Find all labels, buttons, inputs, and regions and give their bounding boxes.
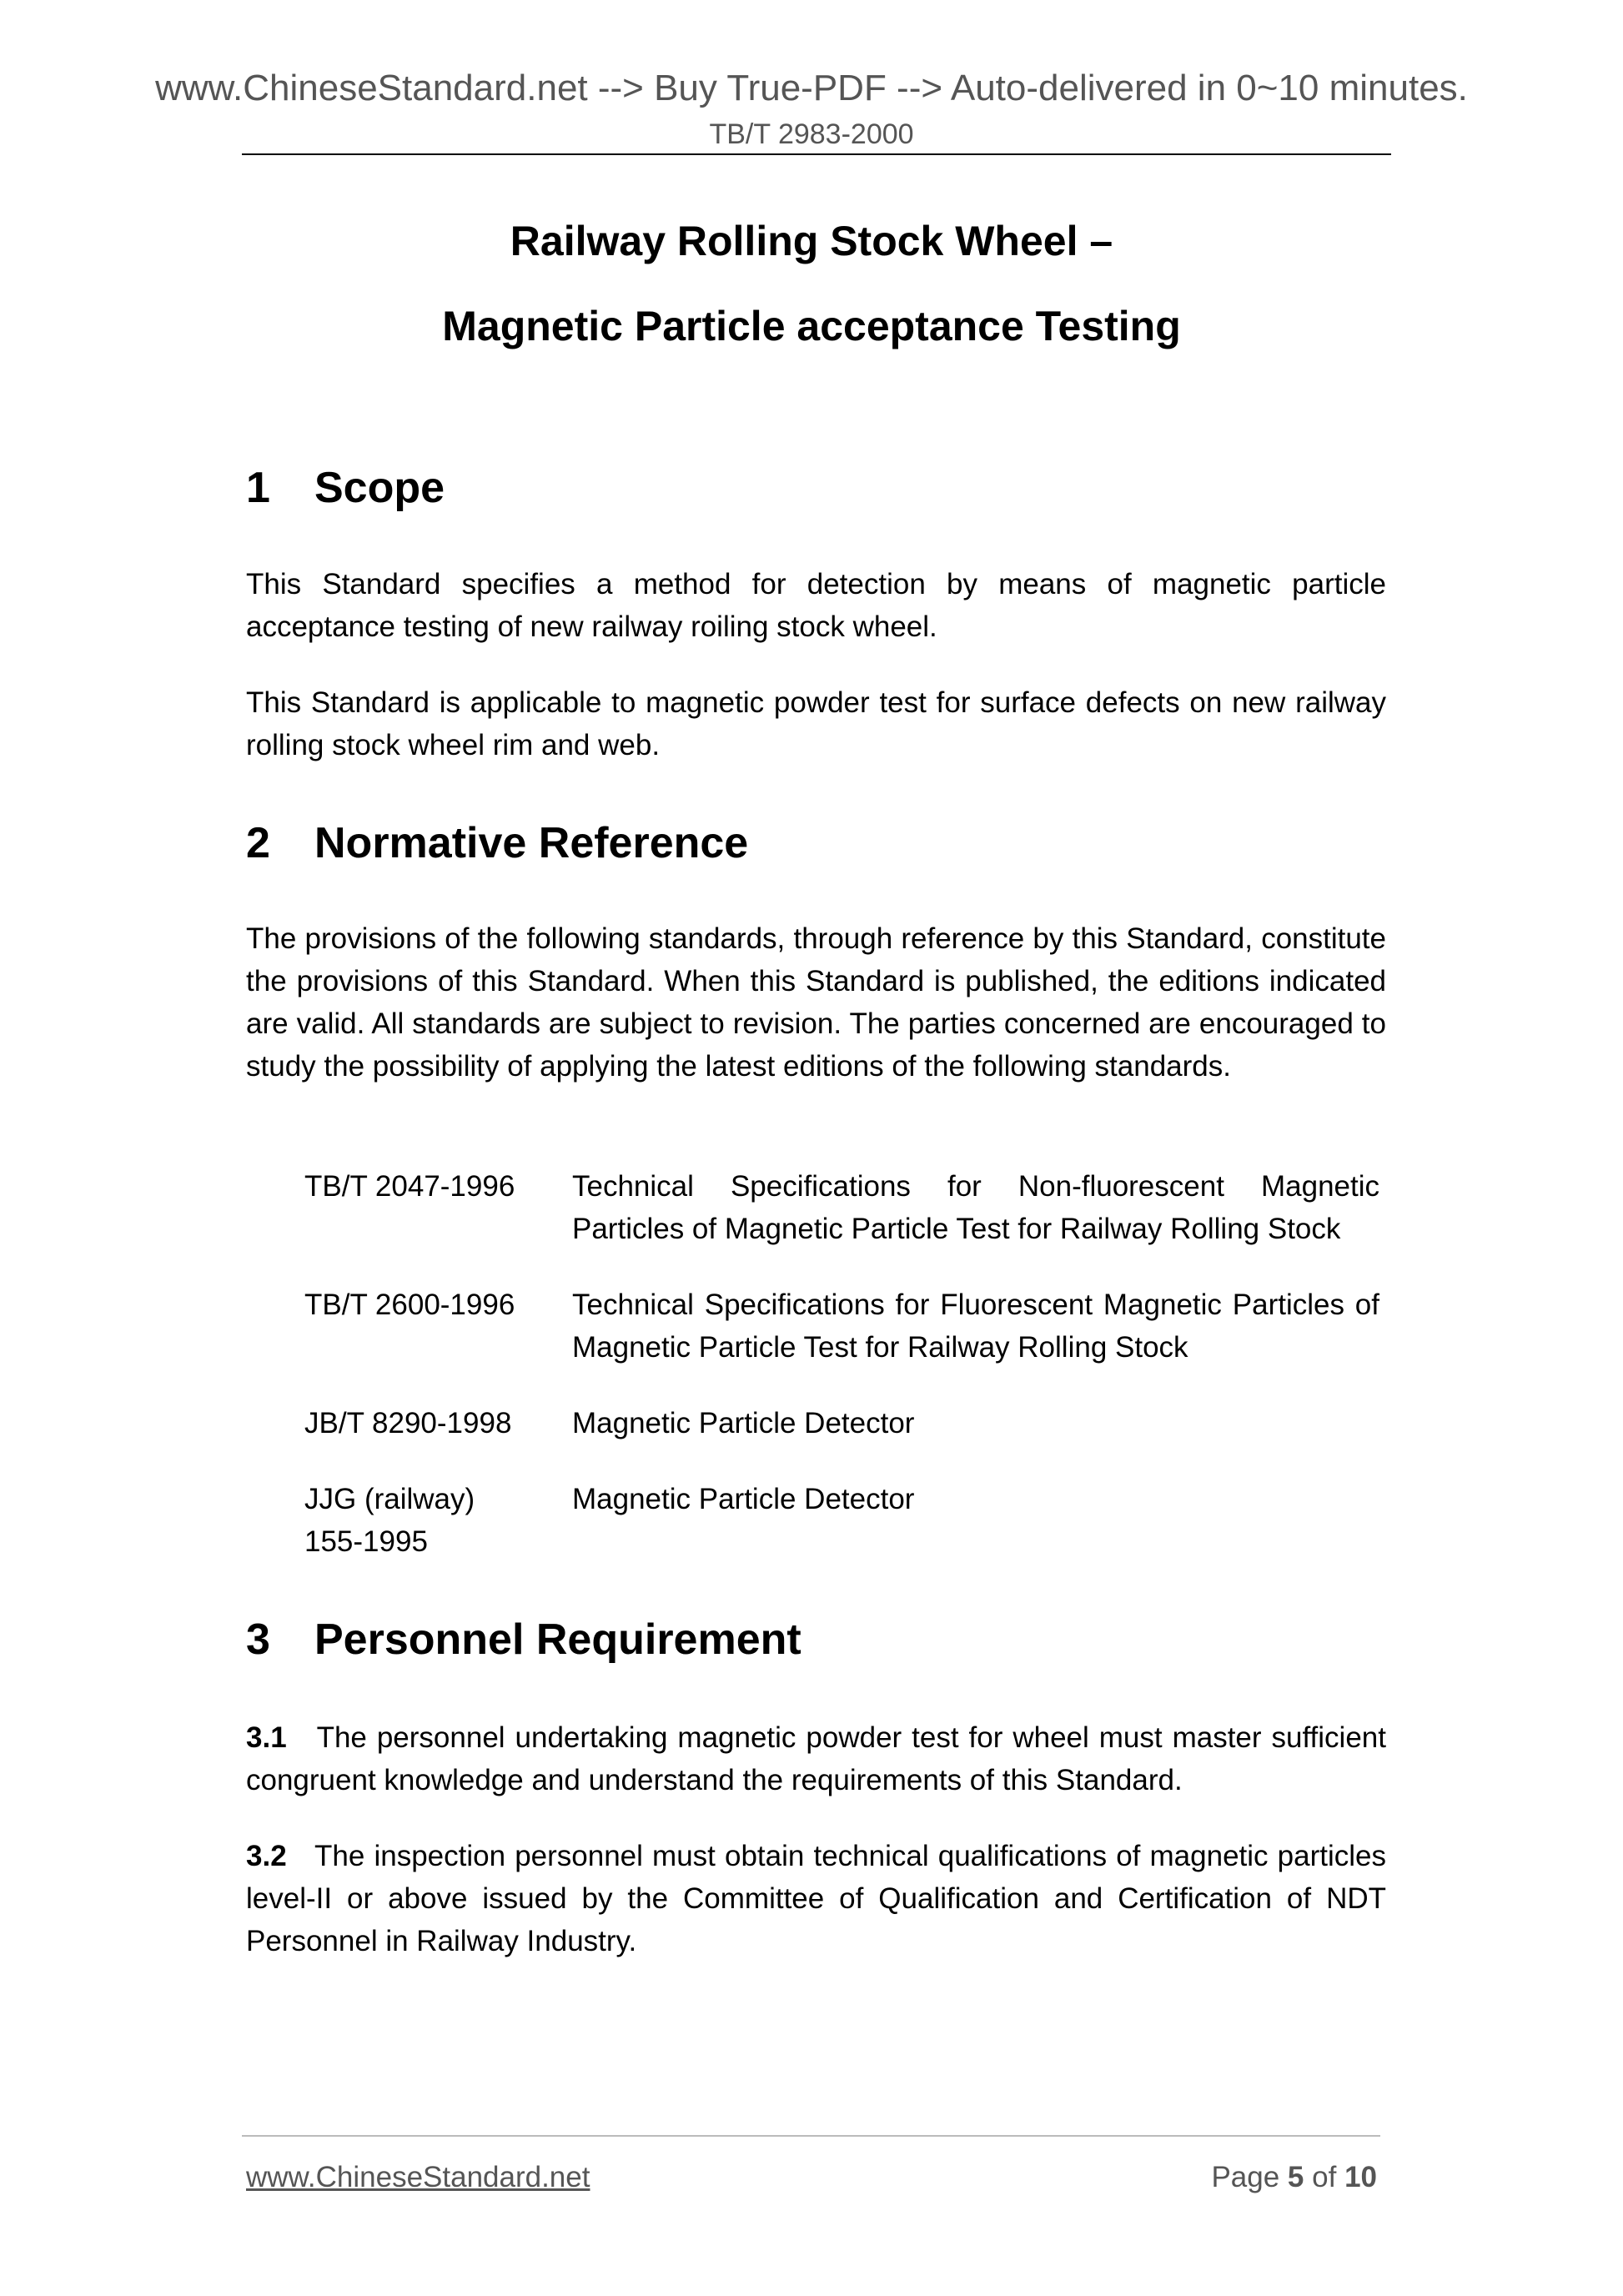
- section-title: Scope: [314, 464, 445, 512]
- page-total: 10: [1344, 2161, 1377, 2193]
- footer-website-link[interactable]: www.ChineseStandard.net: [246, 2161, 590, 2193]
- title-line-2: Magnetic Particle acceptance Testing: [442, 303, 1181, 349]
- page-of-label: of: [1312, 2161, 1337, 2193]
- clause-number: 3.1: [246, 1721, 287, 1754]
- header-standard-code: TB/T 2983-2000: [709, 118, 914, 150]
- section-heading-scope: [246, 461, 445, 515]
- section-number: 3: [246, 1615, 270, 1664]
- section-number: 2: [246, 819, 270, 867]
- page-current: 5: [1287, 2161, 1304, 2193]
- reference-code: TB/T 2047-1996: [304, 1170, 515, 1203]
- section-heading-personnel-requirement: [246, 1613, 801, 1666]
- section-number: 1: [246, 464, 270, 512]
- header-divider: [242, 153, 1391, 155]
- reference-code: TB/T 2600-1996: [304, 1289, 515, 1321]
- normative-paragraph: The provisions of the following standards, through reference by this Standard, constitute the provisions of this Standard. When this Standard is published, the editions indicated are valid. All standards are subject to revision. The parties concerned are encouraged to study the possibility of applying the latest editions of the following standards.: [246, 922, 1386, 1083]
- reference-description: Technical Specifications for Non-fluorescent Magnetic Particles of Magnetic Particle Test for Railway Rolling Stock: [572, 1170, 1379, 1245]
- section-title: Personnel Requirement: [314, 1615, 801, 1664]
- clause-text: The personnel undertaking magnetic powder test for wheel must master sufficient congruent knowledge and understand the requirements of this Standard.: [246, 1721, 1386, 1796]
- footer-divider: [242, 2135, 1380, 2137]
- clause-3-2: [246, 1835, 1386, 1962]
- reference-description: Magnetic Particle Detector: [572, 1483, 915, 1515]
- header-banner[interactable]: www.ChineseStandard.net --> Buy True-PDF --> Auto-delivered in 0~10 minutes.: [155, 68, 1468, 108]
- scope-paragraph-1: This Standard specifies a method for detection by means of magnetic particle acceptance testing of new railway roiling stock wheel.: [246, 568, 1386, 643]
- clause-text: The inspection personnel must obtain technical qualifications of magnetic particles level-II or above issued by the Committee of Qualification and Certification of NDT Personnel in Railway Industry.: [246, 1840, 1386, 1957]
- section-title: Normative Reference: [314, 819, 749, 867]
- scope-paragraph-2: This Standard is applicable to magnetic powder test for surface defects on new railway rolling stock wheel rim and web.: [246, 686, 1386, 761]
- footer-page-number: [1211, 2158, 1377, 2197]
- reference-code: JJG (railway) 155-1995: [304, 1483, 475, 1558]
- clause-3-1: [246, 1716, 1386, 1801]
- clause-number: 3.2: [246, 1840, 287, 1872]
- reference-description: Technical Specifications for Fluorescent Magnetic Particles of Magnetic Particle Test for Railway Rolling Stock: [572, 1289, 1379, 1364]
- reference-code: JB/T 8290-1998: [304, 1407, 512, 1439]
- title-line-1: Railway Rolling Stock Wheel –: [510, 218, 1113, 264]
- section-heading-normative-reference: [246, 816, 748, 870]
- reference-description: Magnetic Particle Detector: [572, 1407, 915, 1439]
- page-label: Page: [1211, 2161, 1280, 2193]
